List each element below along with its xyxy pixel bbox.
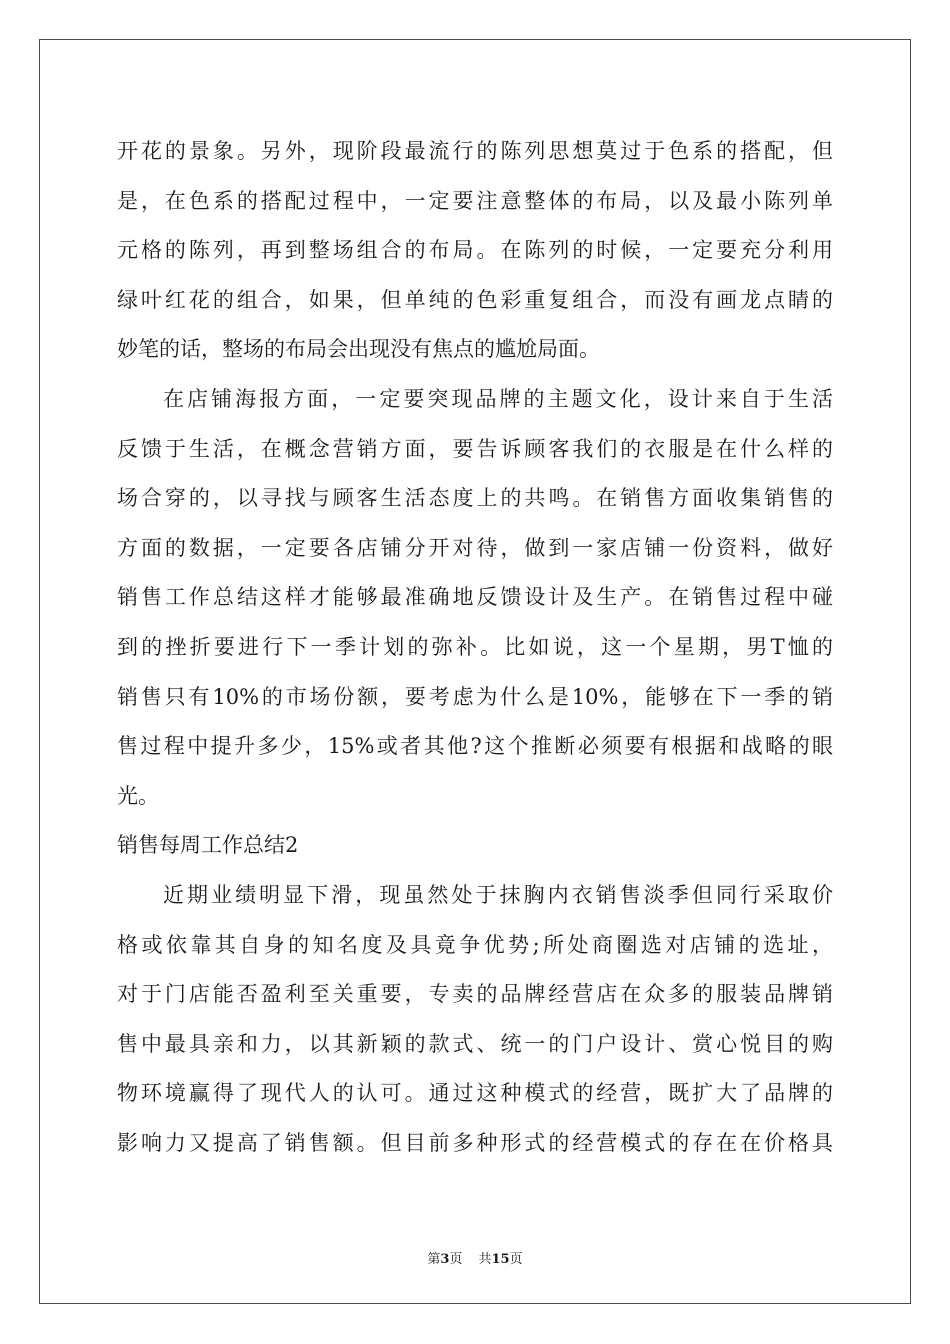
document-body (117, 127, 833, 1168)
text-line: 近期业绩明显下滑，现虽然处于抹胸内衣销售淡季但同行采取价 (163, 882, 833, 907)
text-line: 妙笔的话，整场的布局会出现没有焦点的尴尬局面。 (117, 337, 600, 362)
text-line: 销售只有10%的市场份额，要考虑为什么是10%，能够在下一季的销 (117, 684, 833, 709)
text-line: 对于门店能否盈利至关重要，专卖的品牌经营店在众多的服装品牌销 (117, 982, 833, 1007)
text-line: 售过程中提升多少，15%或者其他?这个推断必须要有根据和战略的眼 (117, 734, 833, 759)
text-line: 光。 (117, 783, 159, 808)
footer-page-number: 3 (440, 1252, 450, 1267)
text-line: 销售工作总结这样才能够最准确地反馈设计及生产。在销售过程中碰 (117, 585, 833, 610)
text-line: 售中最具亲和力，以其新颖的款式、统一的门户设计、赏心悦目的购 (117, 1031, 833, 1056)
text-line: 元格的陈列，再到整场组合的布局。在陈列的时候，一定要充分利用 (117, 238, 833, 263)
page-footer (0, 1248, 950, 1267)
footer-total-suffix: 页 (509, 1252, 523, 1267)
text-line: 绿叶红花的组合，如果，但单纯的色彩重复组合，而没有画龙点睛的 (117, 287, 833, 312)
text-line: 到的挫折要进行下一季计划的弥补。比如说，这一个星期，男T恤的 (117, 634, 833, 659)
text-line: 销售每周工作总结2 (117, 833, 299, 858)
text-line: 是，在色系的搭配过程中，一定要注意整体的布局，以及最小陈列单 (117, 188, 833, 213)
footer-page-prefix: 第 (427, 1252, 441, 1267)
text-line: 影响力又提高了销售额。但目前多种形式的经营模式的存在在价格具 (117, 1130, 833, 1155)
text-line: 场合穿的，以寻找与顾客生活态度上的共鸣。在销售方面收集销售的 (117, 486, 833, 511)
text-line: 反馈于生活，在概念营销方面，要告诉顾客我们的衣服是在什么样的 (117, 436, 833, 461)
text-line: 方面的数据，一定要各店铺分开对待，做到一家店铺一份资料，做好 (117, 535, 833, 560)
text-line: 格或依靠其自身的知名度及具竟争优势;所处商圈选对店铺的选址， (117, 932, 833, 957)
footer-total-prefix: 共 (478, 1252, 492, 1267)
text-line: 开花的景象。另外，现阶段最流行的陈列思想莫过于色系的搭配，但 (117, 139, 833, 163)
footer-total-pages: 15 (491, 1252, 510, 1267)
text-line: 物环境赢得了现代人的认可。通过这种模式的经营，既扩大了品牌的 (117, 1081, 833, 1106)
text-line: 在店铺海报方面，一定要突现品牌的主题文化，设计来自于生活 (163, 386, 833, 411)
footer-page-suffix: 页 (449, 1252, 463, 1267)
